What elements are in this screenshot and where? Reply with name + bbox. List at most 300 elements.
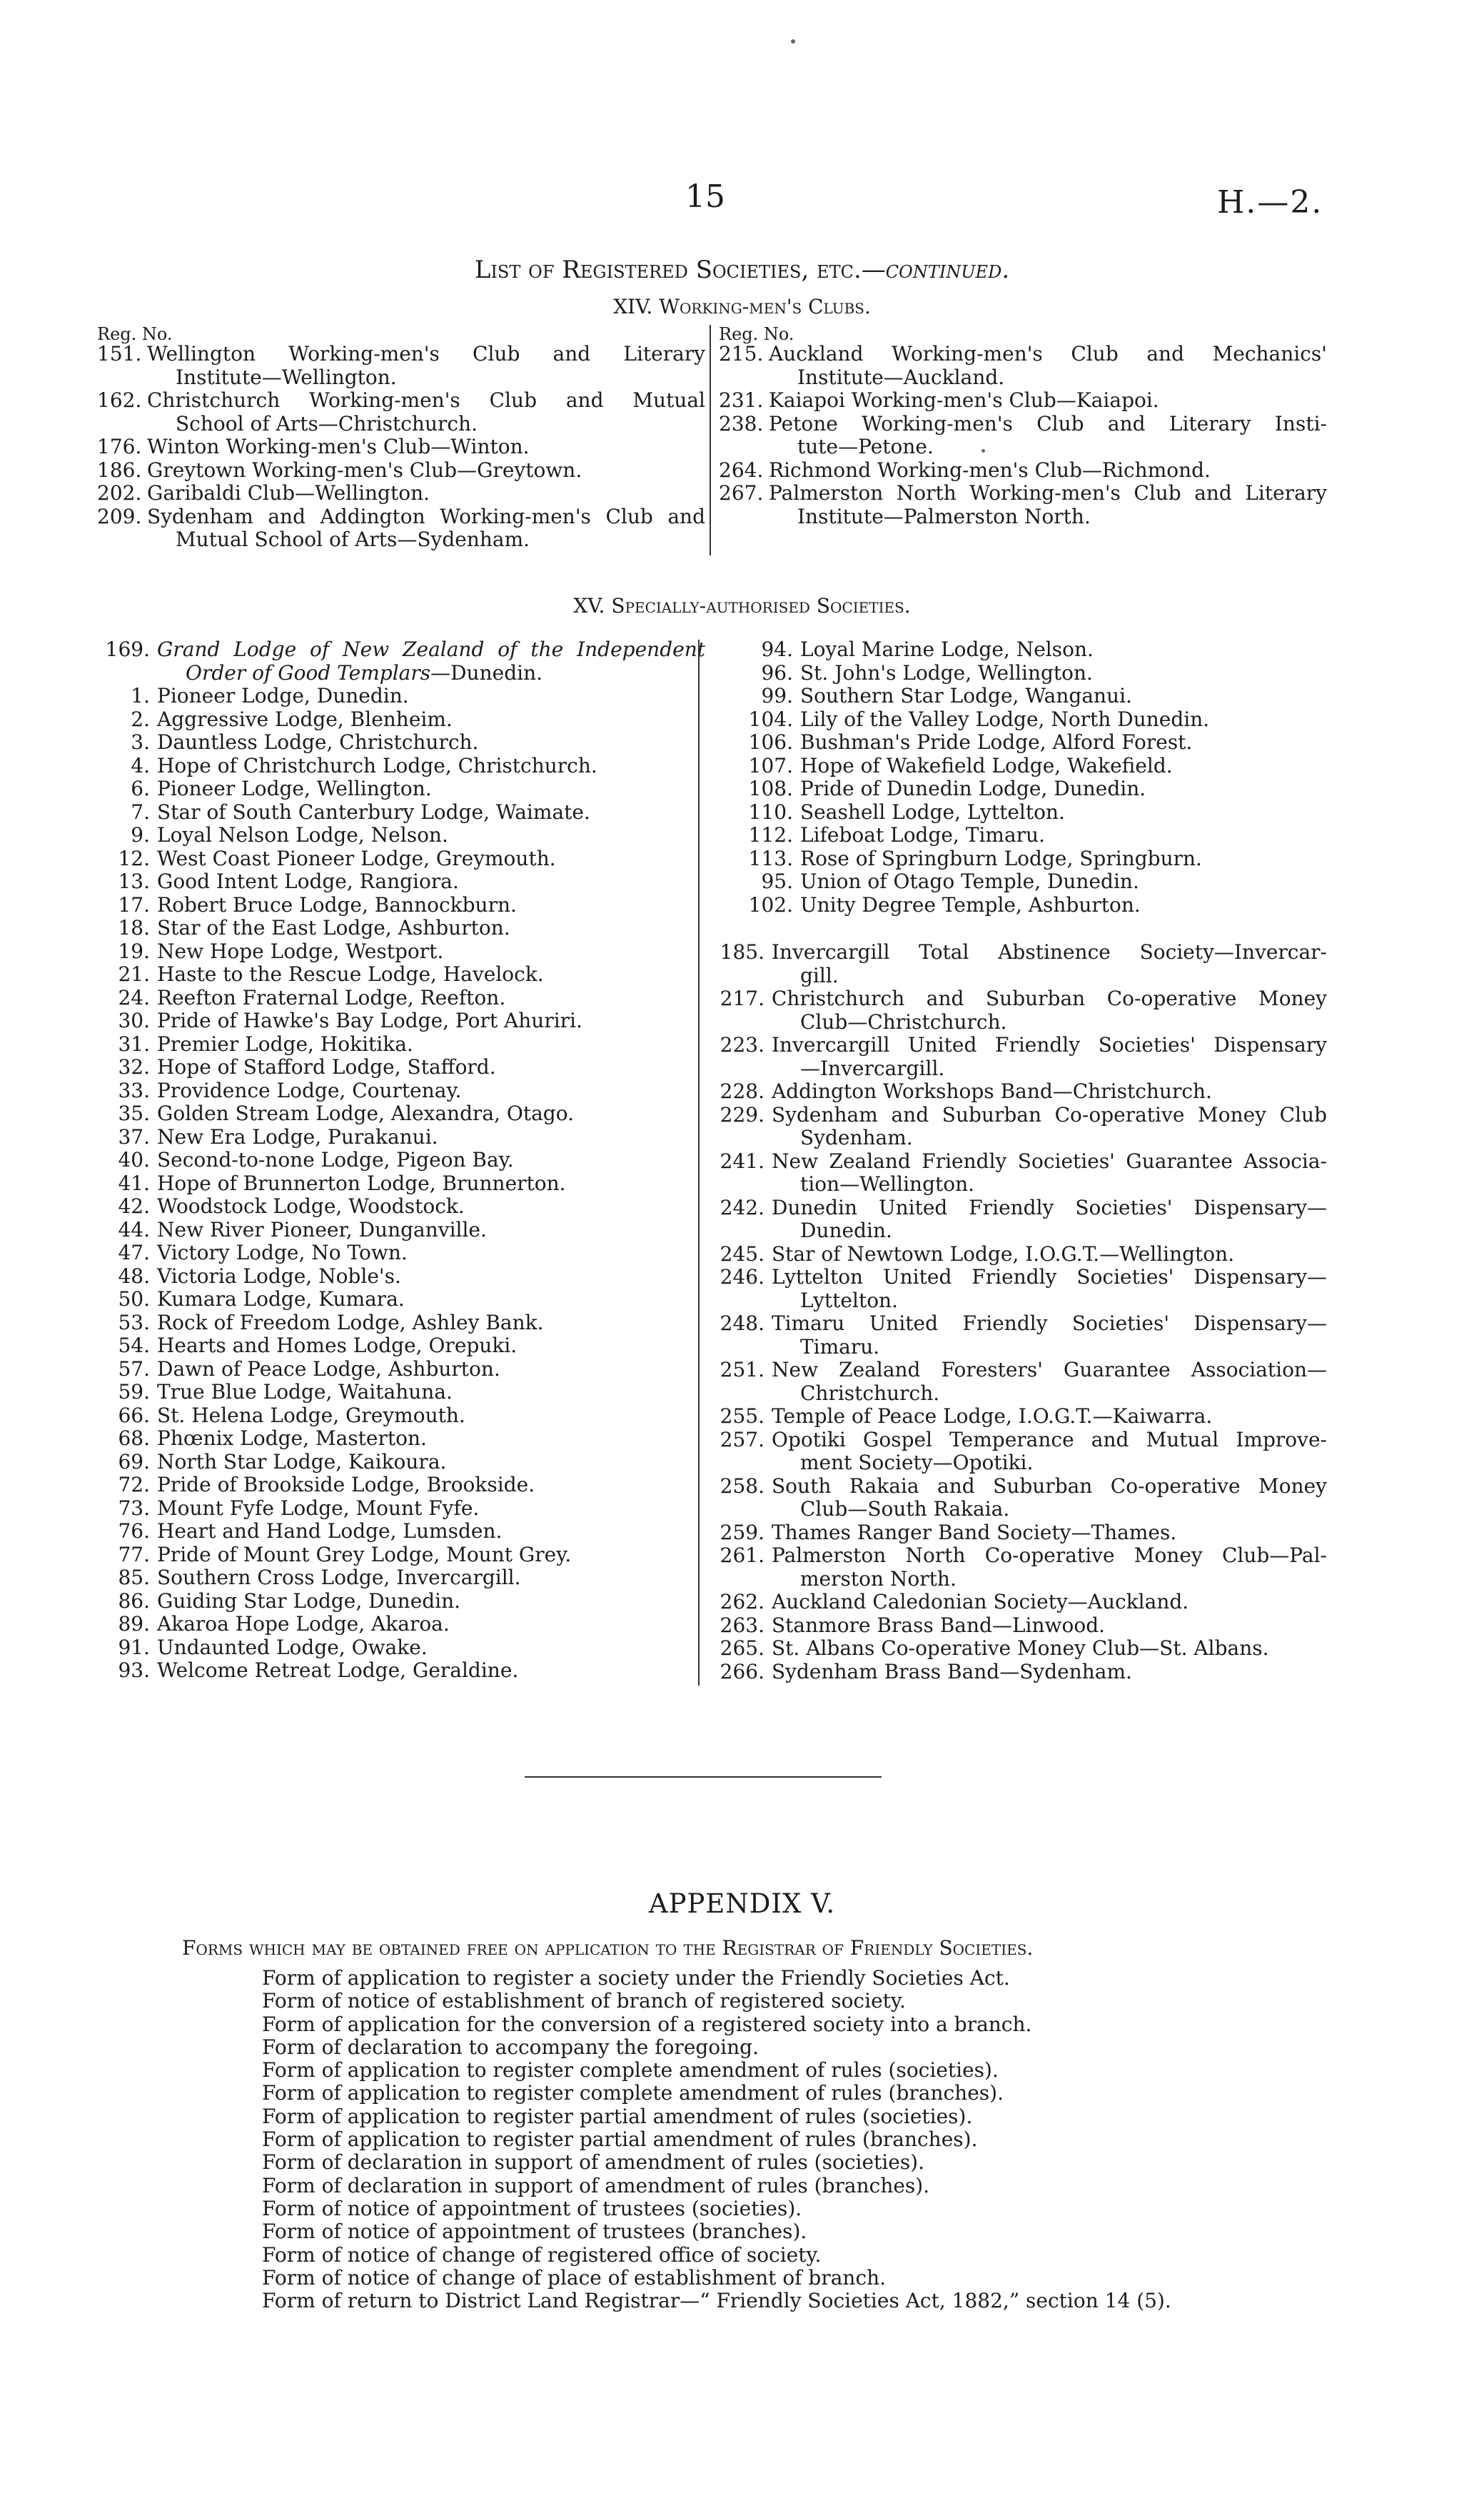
reg-number: 169. [105, 638, 150, 661]
print-speck [981, 449, 985, 453]
entry-line: New Zealand Foresters' Guarantee Association— [772, 1358, 1327, 1381]
entry-text [764, 987, 1327, 1034]
form-item: Form of notice of appointment of trustees (branches). [262, 2220, 807, 2244]
list-item [747, 708, 1327, 732]
entry-line: Addington Workshops Band—Christchurch. [772, 1079, 1212, 1103]
entry-text: Second-to-none Lodge, Pigeon Bay. [157, 1148, 514, 1172]
reg-no-label-right: Reg. No. [719, 324, 794, 344]
entry-text: Rock of Freedom Lodge, Ashley Bank. [157, 1310, 544, 1334]
reg-number: 13. [118, 870, 150, 893]
entry-text [764, 1405, 1327, 1429]
entry-text [764, 1266, 1327, 1312]
reg-number: 202. [97, 481, 142, 505]
reg-number: 57. [118, 1356, 150, 1381]
entry-text: Woodstock Lodge, Woodstock. [157, 1194, 465, 1218]
entry-text: New River Pioneer, Dunganville. [157, 1217, 487, 1242]
entry-text: Welcome Retreat Lodge, Geraldine. [157, 1658, 519, 1682]
reg-number: 6. [131, 777, 150, 800]
reg-number: 264. [719, 458, 764, 482]
reg-number: 94. [761, 638, 793, 661]
list-item [747, 824, 1327, 847]
reg-number: 12. [118, 846, 150, 870]
list-item [719, 1544, 1327, 1591]
reg-number: 35. [118, 1102, 150, 1125]
entry-line: School of Arts—Christchurch. [176, 411, 478, 435]
entry-line: —Invercargill. [800, 1056, 945, 1080]
entry-line: Dunedin. [800, 1219, 892, 1242]
entry-line: Thames Ranger Band Society—Thames. [772, 1520, 1177, 1544]
section-xiv-right-column [719, 343, 1327, 528]
entry-text: Good Intent Lodge, Rangiora. [157, 870, 459, 893]
entry-text: Southern Cross Lodge, Invercargill. [157, 1566, 521, 1589]
entry-text [764, 1197, 1327, 1243]
list-item [719, 1312, 1327, 1359]
reg-number: 259. [720, 1520, 764, 1544]
list-item [719, 1243, 1327, 1266]
entry-line: Christchurch and Suburban Co-operative Money [772, 987, 1327, 1010]
reg-number: 241. [720, 1149, 764, 1173]
list-item [719, 1104, 1327, 1150]
list-item [97, 482, 705, 505]
form-item: Form of application to register complete amendment of rules (branches). [262, 2081, 1004, 2105]
list-item [97, 1381, 705, 1404]
entry-text [764, 1104, 1327, 1150]
list-item [747, 801, 1327, 825]
entry-line: Club—Christchurch. [800, 1009, 1007, 1034]
entry-text [140, 505, 705, 552]
entry-text: New Hope Lodge, Westport. [157, 939, 444, 963]
entry-line: Sydenham Brass Band—Sydenham. [772, 1659, 1132, 1683]
list-item [97, 1613, 705, 1636]
list-item [97, 1242, 705, 1265]
list-item [719, 941, 1327, 987]
entry-text [764, 1637, 1327, 1661]
reg-number: 91. [118, 1635, 150, 1659]
list-item [97, 1079, 705, 1103]
entry-text: St. Helena Lodge, Greymouth. [157, 1403, 465, 1427]
entry-text [764, 1243, 1327, 1266]
list-item [719, 987, 1327, 1034]
reg-number: 215. [719, 342, 764, 366]
entry-text [764, 1521, 1327, 1545]
entry-line: South Rakaia and Suburban Co-operative Money [772, 1474, 1327, 1498]
list-item [719, 1614, 1327, 1638]
reg-number: 21. [118, 962, 150, 986]
entry-line: Auckland Caledonian Society—Auckland. [772, 1590, 1189, 1613]
reg-number: 44. [118, 1217, 150, 1242]
list-item [97, 1474, 705, 1497]
reg-number: 95. [761, 870, 793, 893]
entry-text: Hope of Christchurch Lodge, Christchurch. [157, 753, 597, 777]
reg-number: 186. [97, 458, 142, 482]
reg-number: 2. [131, 707, 150, 731]
section-xiv-left-column [97, 343, 705, 552]
list-item [97, 824, 705, 847]
entry-line: Timaru. [800, 1334, 880, 1359]
list-item [747, 870, 1327, 894]
entry-text: North Star Lodge, Kaikoura. [157, 1449, 447, 1474]
reg-number: 151. [97, 342, 142, 366]
entry-text [762, 343, 1327, 389]
entry-text: Golden Stream Lodge, Alexandra, Otago. [157, 1102, 574, 1125]
entry-line: Christchurch Working-men's Club and Mutual [147, 388, 705, 412]
entry-line: Christchurch. [800, 1381, 940, 1405]
form-item: Form of application to register partial amendment of rules (societies). [262, 2104, 973, 2128]
entry-line: Lyttelton. [800, 1288, 898, 1312]
list-item [97, 870, 705, 894]
entry-line: Institute—Palmerston North. [797, 504, 1091, 528]
form-item: Form of declaration in support of amendment of rules (societies). [262, 2150, 925, 2175]
list-item [97, 1334, 705, 1358]
reg-number: 267. [719, 481, 764, 505]
entry-text: Lily of the Valley Lodge, North Dunedin. [800, 707, 1210, 731]
appendix-title: APPENDIX V. [648, 1888, 836, 1919]
list-item [747, 685, 1327, 708]
list-item [97, 708, 705, 732]
reg-number: 231. [719, 388, 764, 412]
entry-line: ment Society—Opotiki. [800, 1451, 1034, 1474]
entry-text: Hope of Stafford Lodge, Stafford. [157, 1055, 496, 1079]
list-item [719, 389, 1327, 413]
reg-number: 18. [118, 916, 150, 940]
entry-text [150, 638, 705, 685]
list-item [719, 343, 1327, 389]
appendix-intro: Forms which may be obtained free on application to the Registrar of Friendly Societies. [182, 1936, 1034, 1960]
reg-number: 245. [720, 1242, 764, 1266]
list-item [719, 1359, 1327, 1405]
entry-text: Star of the East Lodge, Ashburton. [157, 916, 510, 940]
entry-line: Temple of Peace Lodge, I.O.G.T.—Kaiwarra. [772, 1404, 1213, 1428]
reg-number: 93. [118, 1658, 150, 1682]
reg-number: 229. [720, 1102, 764, 1127]
print-speck [791, 39, 795, 44]
list-item [97, 1659, 705, 1683]
entry-text [140, 343, 705, 389]
reg-number: 255. [720, 1404, 764, 1428]
reg-number: 9. [131, 823, 150, 847]
list-item [719, 1521, 1327, 1545]
entry-text [140, 459, 705, 483]
reg-no-label-left: Reg. No. [97, 324, 173, 344]
list-item [97, 1056, 705, 1079]
entry-line: Petone Working-men's Club and Literary Insti- [769, 411, 1327, 435]
reg-number: 73. [118, 1496, 150, 1520]
entry-line: Timaru United Friendly Societies' Dispensary— [772, 1311, 1327, 1335]
reg-number: 242. [720, 1195, 764, 1219]
list-item [97, 1195, 705, 1219]
reg-number: 107. [748, 753, 793, 777]
entry-text: Hearts and Homes Lodge, Orepuki. [157, 1334, 518, 1357]
section-xv-right-column [719, 638, 1327, 1683]
form-item: Form of notice of appointment of trustees (societies). [262, 2196, 802, 2220]
entry-text: Hope of Wakefield Lodge, Wakefield. [800, 753, 1173, 777]
reg-number: 251. [720, 1358, 764, 1381]
list-item [97, 1033, 705, 1057]
entry-line: Palmerston North Working-men's Club and Literary [769, 481, 1327, 505]
entry-text: Mount Fyfe Lodge, Mount Fyfe. [157, 1496, 480, 1520]
reg-number: 246. [720, 1265, 764, 1289]
entry-text: Haste to the Rescue Lodge, Havelock. [157, 962, 544, 986]
reg-number: 33. [118, 1078, 150, 1102]
reg-number: 102. [748, 892, 793, 917]
entry-line: merston North. [800, 1566, 956, 1591]
entry-text: Phœnix Lodge, Masterton. [157, 1426, 427, 1450]
form-item: Form of application for the conversion of a registered society into a branch. [262, 2012, 1032, 2036]
entry-text: Lifeboat Lodge, Timaru. [800, 823, 1045, 847]
reg-number: 72. [118, 1473, 150, 1496]
entry-line: Lyttelton United Friendly Societies' Dispensary— [772, 1265, 1327, 1289]
section-xiv-heading: XIV. Working-men's Clubs. [613, 295, 871, 318]
reg-number: 266. [720, 1659, 764, 1683]
list-item [719, 1475, 1327, 1521]
list-item [97, 1172, 705, 1196]
form-item: Form of return to District Land Registrar—“ Friendly Societies Act, 1882,” section 14 (5). [262, 2289, 1171, 2313]
entry-text: Kumara Lodge, Kumara. [157, 1287, 405, 1311]
form-item: Form of notice of establishment of branch of registered society. [262, 1989, 906, 2013]
list-item [97, 777, 705, 801]
entry-text: West Coast Pioneer Lodge, Greymouth. [157, 846, 556, 870]
entry-text: Rose of Springburn Lodge, Springburn. [800, 846, 1202, 870]
entry-line: gill. [800, 963, 839, 987]
list-item [97, 1265, 705, 1289]
reg-number: 53. [118, 1310, 150, 1334]
reg-number: 69. [118, 1449, 150, 1474]
entry-text: Seashell Lodge, Lyttelton. [800, 800, 1065, 824]
reg-number: 40. [118, 1148, 150, 1172]
grand-lodge-line-1: Grand Lodge of New Zealand of the Independent [157, 638, 705, 661]
reg-number: 30. [118, 1009, 150, 1032]
list-item [747, 894, 1327, 917]
entry-text: True Blue Lodge, Waitahuna. [157, 1380, 453, 1404]
entry-line [157, 638, 705, 662]
list-item [719, 1197, 1327, 1243]
entry-line: Garibaldi Club—Wellington. [147, 481, 430, 505]
list-item [97, 1358, 705, 1381]
reg-number: 4. [131, 753, 150, 777]
grand-lodge-place: —Dunedin. [430, 660, 543, 685]
list-title-prefix: List of Registered Societies, etc.— [474, 256, 886, 284]
entry-line: Sydenham and Addington Working-men's Club and [147, 504, 705, 528]
reg-number: 31. [118, 1032, 150, 1056]
list-item [97, 1219, 705, 1242]
list-item [747, 847, 1327, 871]
list-item [97, 1451, 705, 1474]
entry-line: Star of Newtown Lodge, I.O.G.T.—Wellington. [772, 1242, 1235, 1266]
list-item [719, 1266, 1327, 1312]
document-code: H.—2. [1217, 184, 1323, 221]
entry-text: Union of Otago Temple, Dunedin. [800, 870, 1139, 893]
entry-text [140, 482, 705, 505]
list-item [97, 1288, 705, 1311]
entry-text: Undaunted Lodge, Owake. [157, 1635, 428, 1659]
entry-text: Pride of Dunedin Lodge, Dunedin. [800, 777, 1146, 800]
reg-number: 85. [118, 1566, 150, 1589]
reg-number: 3. [131, 730, 150, 754]
entry-text: Reefton Fraternal Lodge, Reefton. [157, 985, 506, 1009]
reg-number: 50. [118, 1287, 150, 1311]
reg-number: 68. [118, 1426, 150, 1450]
list-item [97, 917, 705, 940]
list-item [97, 638, 705, 685]
list-item [97, 1102, 705, 1126]
entry-line: Institute—Wellington. [176, 365, 397, 389]
entry-text [140, 389, 705, 435]
reg-number: 258. [720, 1474, 764, 1498]
reg-number: 262. [720, 1590, 764, 1613]
entry-text: Heart and Hand Lodge, Lumsden. [157, 1519, 503, 1543]
reg-number: 217. [720, 987, 764, 1010]
list-item [747, 638, 1327, 662]
reg-number: 47. [118, 1241, 150, 1264]
entry-text [762, 389, 1327, 413]
entry-text: Pride of Mount Grey Lodge, Mount Grey. [157, 1542, 572, 1566]
reg-number: 96. [761, 660, 793, 685]
form-item: Form of declaration to accompany the foregoing. [262, 2035, 759, 2059]
entry-line: Club—South Rakaia. [800, 1497, 1010, 1521]
entry-text: Pioneer Lodge, Wellington. [157, 777, 432, 800]
list-item [97, 1497, 705, 1521]
list-item [97, 963, 705, 987]
entry-text [140, 435, 705, 459]
list-item [747, 662, 1327, 685]
form-item: Form of declaration in support of amendment of rules (branches). [262, 2173, 930, 2197]
reg-number: 77. [118, 1542, 150, 1566]
entry-line: Sydenham and Suburban Co-operative Money Club [772, 1102, 1327, 1127]
entry-line: Wellington Working-men's Club and Literary [147, 342, 705, 366]
entry-line: Winton Working-men's Club—Winton. [147, 435, 530, 458]
section-xv-left-column [97, 638, 705, 1683]
list-item [97, 435, 705, 459]
entry-text [764, 1034, 1327, 1080]
section-xv-heading: XV. Specially-authorised Societies. [573, 594, 911, 618]
entry-line: Stanmore Brass Band—Linwood. [772, 1613, 1106, 1637]
entry-text: Dauntless Lodge, Christchurch. [157, 730, 479, 754]
entry-text: Pride of Brookside Lodge, Brookside. [157, 1473, 535, 1496]
entry-text: Victory Lodge, No Town. [157, 1241, 408, 1264]
list-item [719, 482, 1327, 528]
entry-text [764, 1591, 1327, 1614]
entry-line: Greytown Working-men's Club—Greytown. [147, 458, 582, 482]
list-item [719, 1429, 1327, 1475]
reg-number: 17. [118, 892, 150, 917]
list-item [97, 755, 705, 778]
entry-text: Unity Degree Temple, Ashburton. [800, 892, 1141, 917]
page-number: 15 [685, 178, 725, 215]
entry-line: Kaiapoi Working-men's Club—Kaiapoi. [769, 388, 1159, 412]
entry-text: Hope of Brunnerton Lodge, Brunnerton. [157, 1171, 566, 1195]
list-item [719, 1080, 1327, 1104]
entry-line: tute—Petone. [797, 435, 934, 458]
list-title-suffix: continued. [885, 256, 1010, 284]
list-item [97, 1543, 705, 1567]
entry-text [764, 1150, 1327, 1197]
entry-text [764, 1312, 1327, 1359]
reg-number: 223. [720, 1033, 764, 1057]
reg-number: 99. [761, 684, 793, 707]
list-item [97, 1126, 705, 1149]
list-item [719, 1150, 1327, 1197]
reg-number: 86. [118, 1588, 150, 1613]
entry-text: New Era Lodge, Purakanui. [157, 1124, 438, 1149]
entry-text: Guiding Star Lodge, Dunedin. [157, 1588, 461, 1613]
entry-line: Invercargill Total Abstinence Society—Invercar- [772, 940, 1327, 964]
entry-text: Robert Bruce Lodge, Bannockburn. [157, 892, 517, 917]
list-item [97, 505, 705, 552]
form-item: Form of application to register complete amendment of rules (societies). [262, 2058, 999, 2083]
entry-text [764, 941, 1327, 987]
entry-text: Aggressive Lodge, Blenheim. [157, 707, 453, 731]
entry-text [764, 1080, 1327, 1104]
entry-line: Opotiki Gospel Temperance and Mutual Improve- [772, 1427, 1327, 1451]
list-item [97, 940, 705, 964]
reg-number: 265. [720, 1636, 764, 1660]
entry-text: Dawn of Peace Lodge, Ashburton. [157, 1356, 500, 1381]
entry-text: Bushman's Pride Lodge, Alford Forest. [800, 730, 1193, 754]
list-item [97, 685, 705, 708]
reg-number: 76. [118, 1519, 150, 1543]
entry-text [764, 1661, 1327, 1684]
reg-number: 176. [97, 435, 142, 458]
entry-line: Palmerston North Co-operative Money Club—Pal- [772, 1543, 1327, 1567]
entry-text [764, 1475, 1327, 1521]
list-item [97, 1009, 705, 1033]
entry-text [762, 459, 1327, 483]
entry-line: St. Albans Co-operative Money Club—St. Albans. [772, 1636, 1269, 1660]
list-item [97, 894, 705, 917]
list-item [97, 389, 705, 435]
reg-number: 59. [118, 1380, 150, 1404]
list-item [97, 731, 705, 755]
reg-number: 106. [748, 730, 793, 754]
list-item [97, 847, 705, 871]
list-item [747, 731, 1327, 755]
reg-number: 257. [720, 1427, 764, 1451]
entry-text: Loyal Nelson Lodge, Nelson. [157, 823, 448, 847]
reg-number: 42. [118, 1194, 150, 1218]
entry-text [764, 1429, 1327, 1475]
reg-number: 112. [748, 823, 793, 847]
entry-text: Pride of Hawke's Bay Lodge, Port Ahuriri. [157, 1009, 582, 1032]
list-item [719, 459, 1327, 483]
reg-number: 108. [748, 777, 793, 800]
list-item [97, 1636, 705, 1660]
reg-number: 48. [118, 1264, 150, 1288]
form-item: Form of notice of change of registered office of society. [262, 2242, 822, 2267]
list-item [97, 1427, 705, 1451]
entry-text [764, 1544, 1327, 1591]
list-title [0, 256, 1484, 284]
form-item: Form of application to register a society under the Friendly Societies Act. [262, 1966, 1010, 1990]
form-item: Form of notice of change of place of establishment of branch. [262, 2265, 887, 2290]
list-item [719, 1637, 1327, 1661]
reg-number: 37. [118, 1124, 150, 1149]
entry-text: Akaroa Hope Lodge, Akaroa. [157, 1612, 450, 1636]
list-item [97, 1149, 705, 1172]
list-item [97, 1404, 705, 1428]
list-item [97, 1590, 705, 1613]
reg-number: 54. [118, 1334, 150, 1357]
entry-text: Victoria Lodge, Noble's. [157, 1264, 401, 1288]
list-item [97, 1311, 705, 1335]
column-divider [698, 640, 700, 1686]
entry-line: Auckland Working-men's Club and Mechanics' [769, 342, 1327, 366]
list-item [719, 413, 1327, 459]
entry-text: Southern Star Lodge, Wanganui. [800, 684, 1132, 707]
column-divider [710, 325, 711, 555]
reg-number: 263. [720, 1613, 764, 1637]
reg-number: 110. [748, 800, 793, 824]
list-item [747, 777, 1327, 801]
